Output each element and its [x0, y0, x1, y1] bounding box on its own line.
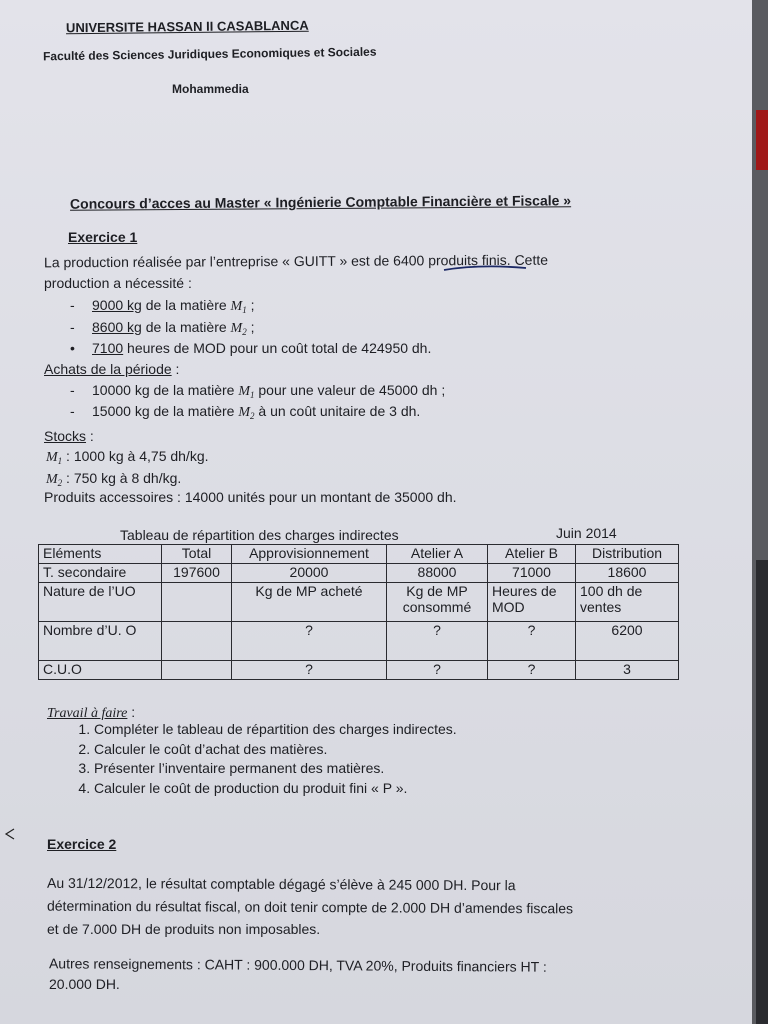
- stocks-heading: Stocks :: [44, 428, 94, 444]
- repartition-table: [38, 544, 679, 680]
- ex2-autres-line-2: 20.000 DH.: [49, 976, 120, 992]
- margin-mark: [2, 826, 18, 842]
- handwritten-underline-mark: [440, 262, 530, 274]
- exercice2-heading: Exercice 2: [47, 836, 117, 852]
- travail-heading: Travail à faire :: [47, 704, 136, 721]
- table-cell: ?: [232, 661, 387, 680]
- intro-line-1: La production réalisée par l’entreprise « GUITT » est de 6400 produits finis. Cette: [43, 251, 549, 271]
- dash-bullet: -: [70, 382, 75, 398]
- table-row: [39, 661, 679, 680]
- page-edge-accent: [756, 110, 768, 170]
- exercice1-heading: Exercice 1: [68, 229, 138, 245]
- table-cell: Heures de MOD: [488, 583, 576, 622]
- list-item: 1. Compléter le tableau de répartition des charges indirectes.: [94, 720, 457, 740]
- table-header-cell: Atelier B: [488, 545, 576, 564]
- table-cell: 197600: [162, 564, 232, 583]
- ex2-autres-line-1: Autres renseignements : CAHT : 900.000 DH, TVA 20%, Produits financiers HT :: [48, 955, 547, 975]
- table-cell: Kg de MP consommé: [387, 583, 488, 622]
- table-cell: [162, 661, 232, 680]
- city-name: Mohammedia: [172, 82, 249, 96]
- need-item-2: - 8600 kg de la matière $M_2$ ;: [70, 319, 255, 337]
- table-cell: C.U.O: [39, 661, 162, 680]
- table-cell: Kg de MP acheté: [232, 583, 387, 622]
- table-row: [39, 583, 679, 622]
- table-title: Tableau de répartition des charges indirectes: [120, 527, 399, 543]
- table-cell: Nombre d’U. O: [39, 622, 162, 661]
- list-item: 3. Présenter l’inventaire permanent des matières.: [94, 759, 457, 779]
- table-cell: 6200: [576, 622, 679, 661]
- page-title: Concours d’acces au Master « Ingénierie Comptable Financière et Fiscale »: [69, 192, 572, 212]
- dash-bullet: -: [70, 403, 75, 419]
- table-cell: [162, 622, 232, 661]
- list-item: 4. Calculer le coût de production du produit fini « P ».: [94, 779, 457, 799]
- table-cell: 88000: [387, 564, 488, 583]
- table-cell: 18600: [576, 564, 679, 583]
- table-header-row: [39, 545, 679, 564]
- table-row: [39, 564, 679, 583]
- need-item-1: - 9000 kg de la matière $M_1$ ;: [70, 297, 255, 315]
- table-cell: [162, 583, 232, 622]
- table-cell: ?: [387, 661, 488, 680]
- table-row: [39, 622, 679, 661]
- university-name: UNIVERSITE HASSAN II CASABLANCA: [65, 17, 309, 36]
- dash-bullet: -: [70, 319, 75, 335]
- table-cell: ?: [488, 622, 576, 661]
- page-edge-shadow: [756, 560, 768, 1024]
- table-header-cell: Atelier A: [387, 545, 488, 564]
- ex2-para-line-3: et de 7.000 DH de produits non imposables.: [47, 921, 321, 937]
- dot-bullet: •: [70, 340, 75, 356]
- table-cell: 3: [576, 661, 679, 680]
- achats-heading: Achats de la période :: [44, 361, 180, 377]
- table-cell: 20000: [232, 564, 387, 583]
- list-item: 2. Calculer le coût d’achat des matières.: [94, 740, 457, 760]
- table-header-cell: Distribution: [576, 545, 679, 564]
- stock-item-1: $M_1$ : 1000 kg à 4,75 dh/kg.: [46, 448, 209, 466]
- table-cell: Nature de l’UO: [39, 583, 162, 622]
- table-cell: ?: [232, 622, 387, 661]
- table-header-cell: Total: [162, 545, 232, 564]
- table-header-cell: Approvisionnement: [232, 545, 387, 564]
- task-list: [70, 720, 457, 798]
- achat-item-1: - 10000 kg de la matière $M_1$ pour une valeur de 45000 dh ;: [70, 382, 446, 400]
- achat-item-2: - 15000 kg de la matière $M_2$ à un coût unitaire de 3 dh.: [70, 403, 421, 421]
- table-date: Juin 2014: [556, 525, 617, 541]
- table-cell: ?: [387, 622, 488, 661]
- dash-bullet: -: [70, 297, 75, 313]
- need-item-3: • 7100 heures de MOD pour un coût total de 424950 dh.: [70, 340, 432, 356]
- ex2-para-line-1: Au 31/12/2012, le résultat comptable dégagé s’élève à 245 000 DH. Pour la: [46, 874, 516, 894]
- table-header-cell: Eléments: [39, 545, 162, 564]
- ex2-para-line-2: détermination du résultat fiscal, on doit tenir compte de 2.000 DH d’amendes fiscales: [46, 897, 574, 917]
- stock-item-2: $M_2$ : 750 kg à 8 dh/kg.: [46, 470, 182, 488]
- table-cell: 100 dh de ventes: [576, 583, 679, 622]
- faculty-name: Faculté des Sciences Juridiques Economiques et Sociales: [42, 44, 377, 64]
- intro-line-2: production a nécessité :: [44, 275, 192, 291]
- table-cell: 71000: [488, 564, 576, 583]
- table-cell: T. secondaire: [39, 564, 162, 583]
- produits-accessoires: Produits accessoires : 14000 unités pour un montant de 35000 dh.: [44, 489, 457, 505]
- table-cell: ?: [488, 661, 576, 680]
